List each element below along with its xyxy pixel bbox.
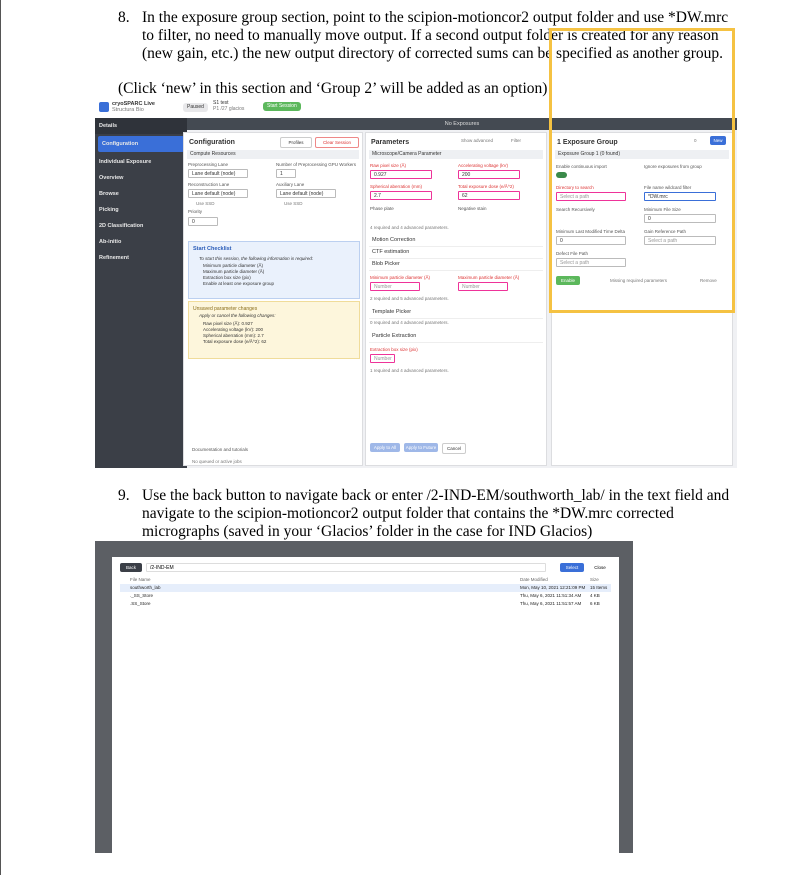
status-badge: Paused (183, 103, 208, 112)
wildcard-input[interactable]: *DW.mrc (644, 192, 716, 201)
enable-button[interactable]: Enable (556, 276, 580, 285)
start-checklist (188, 241, 360, 299)
wildcard-label: File name wildcard filter (644, 185, 692, 190)
recon-lane-label: Reconstruction Lane (188, 182, 230, 187)
parameters-title: Parameters (371, 139, 410, 146)
checklist-item: Enable at least one exposure group (203, 281, 275, 286)
sidebar-item-ab-initio[interactable]: Ab-initio (99, 239, 122, 245)
file-date: Thu, May 6, 2021 11:51:34 AM (520, 593, 582, 598)
prep-lane-label: Preprocessing Lane (188, 162, 229, 167)
close-button[interactable]: Close (594, 565, 606, 570)
spherical-input[interactable]: 2.7 (370, 191, 432, 200)
pixel-size-input[interactable]: 0.927 (370, 170, 432, 179)
gain-ref-label: Gain Reference Path (644, 229, 687, 234)
file-name: ._SS_Store (130, 593, 154, 598)
sidebar-item-browse[interactable]: Browse (99, 191, 119, 197)
filter-input[interactable]: Filter (511, 138, 521, 143)
use-ssd-checkbox-aux[interactable]: Use SSD (284, 201, 303, 206)
negative-stain-label: Negative stain (458, 206, 487, 211)
apply-to-all-button[interactable]: Apply to All (370, 443, 400, 452)
session-info[interactable] (213, 100, 244, 112)
parameters-panel (365, 132, 547, 466)
min-file-size-input[interactable]: 0 (644, 214, 716, 223)
file-date: Thu, May 6, 2021 11:51:57 AM (520, 601, 582, 606)
select-button[interactable]: Select (560, 563, 584, 572)
directory-label: Directory to search (556, 185, 594, 190)
session-name: S1 test (213, 100, 229, 106)
prep-lane-select[interactable]: Lane default (node) (188, 169, 248, 178)
session-sub: P1 /27 glacios (213, 106, 245, 112)
required-note-2: 2 required and 5 advanced parameters. (370, 296, 449, 301)
start-session-button[interactable]: Start Session (263, 102, 301, 111)
brand (112, 101, 155, 113)
unsaved-item: Spherical aberration (mm): 2.7 (203, 333, 264, 338)
clear-session-button[interactable]: Clear Session (315, 137, 359, 148)
file-browser-modal (112, 557, 619, 853)
file-size: 4 KB (590, 593, 600, 598)
min-file-size-label: Minimum File Size (644, 207, 681, 212)
sidebar-item-2d-classification[interactable]: 2D Classification (99, 223, 144, 229)
unsaved-changes-box (188, 301, 360, 359)
sidebar-item-overview[interactable]: Overview (99, 175, 124, 181)
pixel-size-label: Raw pixel size (Å) (370, 163, 407, 168)
workers-label: Number of Preprocessing GPU Workers (276, 162, 356, 167)
min-diameter-input[interactable]: Number (370, 282, 420, 291)
file-name: southworth_lab (130, 585, 161, 590)
dose-input[interactable]: 62 (458, 191, 520, 200)
aux-lane-select[interactable]: Lane default (node) (276, 189, 336, 198)
header-date: Date Modified (520, 577, 548, 582)
min-diameter-label: Minimum particle diameter (Å) (370, 275, 431, 280)
step-8-note: (Click ‘new’ in this section and ‘Group 2’ will be added as an option) (118, 80, 548, 97)
sidebar-item-configuration[interactable]: Configuration (98, 136, 184, 152)
dose-label: Total exposure dose (e/Å^2) (458, 184, 514, 189)
file-size: 15 Items (590, 585, 608, 590)
workers-stepper[interactable]: 1 (276, 169, 296, 178)
exposure-group-title: 1 Exposure Group (557, 139, 618, 146)
checklist-title: Start Checklist (193, 246, 232, 252)
checklist-item: Minimum particle diameter (Å) (203, 263, 264, 268)
defect-input[interactable]: Select a path (556, 258, 626, 267)
table-row[interactable] (120, 600, 611, 608)
max-diameter-label: Maximum particle diameter (Å) (458, 275, 520, 280)
docs-link[interactable]: Documentation and tutorials (192, 447, 249, 452)
brand-sub: Structura Bio (112, 107, 144, 113)
brand-name: cryoSPARC Live (112, 101, 155, 107)
defect-label: Defect File Path (556, 251, 589, 256)
unsaved-item: Raw pixel size (Å): 0.927 (203, 321, 253, 326)
phase-plate-label: Phase plate (370, 206, 394, 211)
use-ssd-checkbox[interactable]: Use SSD (196, 201, 215, 206)
table-row[interactable] (120, 592, 611, 600)
priority-label: Priority (188, 209, 203, 214)
template-picker-section[interactable]: Template Picker (369, 307, 543, 319)
unsaved-item: Total exposure dose (e/Å^2): 62 (203, 339, 267, 344)
checklist-items (203, 263, 274, 287)
show-advanced-toggle[interactable]: Show advanced (461, 138, 494, 143)
ctf-section[interactable]: CTF estimation (369, 247, 543, 259)
step-9-text: Use the back button to navigate back or enter /2-IND-EM/southworth_lab/ in the text field and navigate to the scipion-motioncor2 output folder that contains the *DW.mrc corrected micrographs (saved in your ‘Glacios’ folder in the case for IND Glacios) (142, 487, 730, 540)
table-row[interactable] (120, 584, 611, 592)
required-note-4: 1 required and 4 advanced parameters. (370, 368, 449, 373)
unsaved-items (203, 321, 266, 345)
exposure-group-highlight (549, 28, 735, 313)
exposure-group-1-section[interactable]: Exposure Group 1 (0 found) (555, 150, 729, 159)
microscope-section[interactable]: Microscope/Camera Parameter (369, 150, 543, 159)
sidebar-item-individual-exposure[interactable]: Individual Exposure (99, 159, 152, 165)
continuous-import-label: Enable continuous import (556, 164, 607, 169)
exposure-count: 0 (694, 138, 697, 143)
page-left-border (0, 0, 1, 875)
checklist-intro: To start this session, the following information is required: (199, 256, 314, 261)
path-input[interactable]: /2-IND-EM (146, 563, 546, 572)
recursive-label: Search Recursively (556, 207, 595, 212)
blob-picker-section[interactable]: Blob Picker (369, 259, 543, 271)
sidebar-item-picking[interactable]: Picking (99, 207, 119, 213)
apply-to-future-button[interactable]: Apply to Future (405, 445, 437, 450)
gain-ref-input[interactable]: Select a path (644, 236, 716, 245)
motion-correction-section[interactable]: Motion Correction (369, 235, 543, 247)
ignore-exposures-label: Ignore exposures from group (644, 164, 702, 169)
priority-input[interactable]: 0 (188, 217, 218, 226)
profiles-button[interactable]: Profiles (280, 137, 312, 148)
step-8-text: In the exposure group section, point to the scipion-motioncor2 output folder and use *DW.mrc to filter, no need to manually move output. If a second output folder is created for any reason (new gain, etc.) the new output directory of corrected sums can be specified as another group. (142, 9, 729, 62)
file-size: 6 KB (590, 601, 600, 606)
unsaved-sub: Apply or cancel the following changes: (199, 313, 276, 318)
required-note-3: 0 required and 4 advanced parameters. (370, 320, 449, 325)
configuration-panel (183, 132, 363, 466)
directory-input[interactable]: Select a path (556, 192, 626, 201)
unsaved-title: Unsaved parameter changes (193, 306, 258, 312)
cancel-button[interactable]: Cancel (442, 443, 466, 454)
jobs-footer: No queued or active jobs (192, 459, 242, 464)
checklist-item: Extraction box size (pix) (203, 275, 251, 280)
box-size-input[interactable]: Number (370, 354, 395, 363)
particle-extraction-section[interactable]: Particle Extraction (369, 331, 543, 343)
remove-button[interactable]: Remove (700, 278, 717, 283)
step-9 (118, 487, 738, 541)
no-exposures-banner: No Exposures (187, 118, 737, 130)
sidebar (95, 118, 187, 468)
sidebar-item-refinement[interactable]: Refinement (99, 255, 129, 261)
header-size: Size (590, 577, 599, 582)
time-delta-input[interactable]: 0 (556, 236, 626, 245)
checklist-item: Maximum particle diameter (Å) (203, 269, 265, 274)
back-button[interactable]: Back (120, 563, 142, 572)
max-diameter-input[interactable]: Number (458, 282, 508, 291)
voltage-input[interactable]: 200 (458, 170, 520, 179)
cryosparc-logo-icon (99, 102, 109, 112)
step-8-number: 8. (118, 9, 130, 26)
step-9-number: 9. (118, 487, 130, 504)
box-size-label: Extraction box size (pix) (370, 347, 418, 352)
sidebar-item-details[interactable]: Details (95, 118, 187, 134)
missing-params-text: Missing required parameters (610, 278, 668, 283)
file-browser-screenshot (95, 541, 633, 853)
file-date: Mon, May 10, 2021 12:21:09 PM (520, 585, 586, 590)
spherical-label: Spherical aberration (mm) (370, 184, 423, 189)
voltage-label: Accelerating voltage (kV) (458, 163, 509, 168)
recon-lane-select[interactable]: Lane default (node) (188, 189, 248, 198)
header-file-name: File Name (130, 577, 151, 582)
unsaved-item: Accelerating voltage (kV): 200 (203, 327, 264, 332)
new-group-button[interactable]: New (710, 136, 726, 145)
aux-lane-label: Auxiliary Lane (276, 182, 305, 187)
compute-resources-section[interactable]: Compute Resources (187, 150, 359, 159)
table-header (120, 576, 611, 584)
time-delta-label: Minimum Last Modified Time Delta (556, 229, 626, 234)
required-note-1: 4 required and 4 advanced parameters. (370, 225, 449, 230)
file-name: .SS_Store (130, 601, 151, 606)
configuration-title: Configuration (189, 139, 235, 146)
